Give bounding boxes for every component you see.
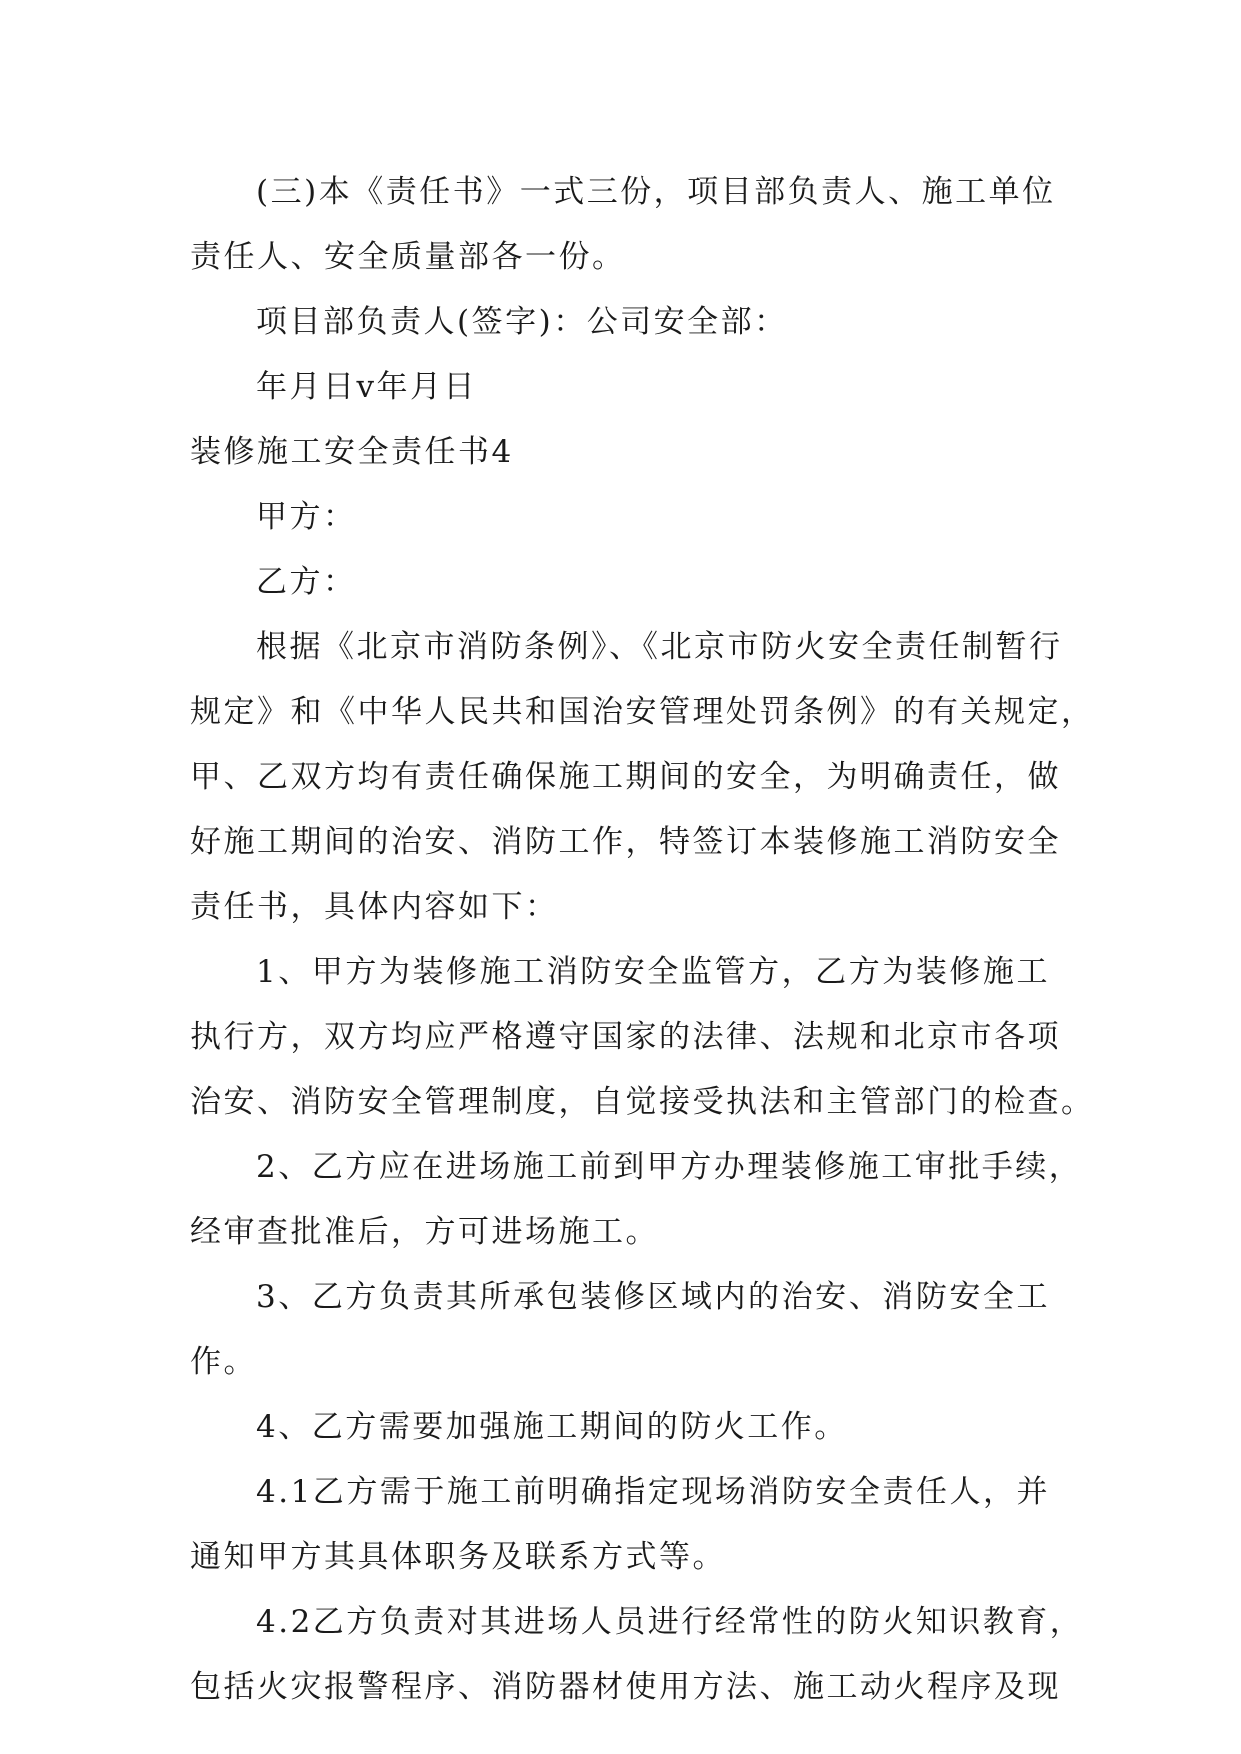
paragraph-line: 4.2乙方负责对其进场人员进行经常性的防火知识教育，: [256, 1604, 1084, 1640]
paragraph-line: 好施工期间的治安、消防工作，特签订本装修施工消防安全: [190, 824, 1061, 860]
paragraph-line: 责任人、安全质量部各一份。: [190, 239, 626, 275]
paragraph-line: 作。: [190, 1344, 257, 1380]
paragraph-line: 根据《北京市消防条例》、《北京市防火安全责任制暂行: [256, 629, 1063, 665]
paragraph-line: 规定》和《中华人民共和国治安管理处罚条例》的有关规定，: [190, 694, 1095, 730]
paragraph-line: 甲、乙双方均有责任确保施工期间的安全，为明确责任，做: [190, 759, 1061, 795]
paragraph-line: 经审查批准后，方可进场施工。: [190, 1214, 659, 1250]
date-line: 年月日v年月日: [256, 369, 478, 405]
paragraph-line: (三)本《责任书》一式三份，项目部负责人、施工单位: [256, 174, 1056, 210]
section-title: 装修施工安全责任书4: [190, 434, 514, 470]
paragraph-line: 4.1乙方需于施工前明确指定现场消防安全责任人，并: [256, 1474, 1050, 1510]
document-body: [190, 160, 1095, 1720]
signature-line: 项目部负责人(签字)：公司安全部：: [256, 304, 788, 340]
party-b-line: 乙方：: [256, 564, 357, 600]
paragraph-line: 通知甲方其具体职务及联系方式等。: [190, 1539, 726, 1575]
paragraph-line: 1、甲方为装修施工消防安全监管方，乙方为装修施工: [256, 954, 1050, 990]
paragraph-line: 4、乙方需要加强施工期间的防火工作。: [256, 1409, 848, 1445]
paragraph-line: 责任书，具体内容如下：: [190, 889, 559, 925]
paragraph-line: 包括火灾报警程序、消防器材使用方法、施工动火程序及现: [190, 1669, 1061, 1705]
paragraph-line: 2、乙方应在进场施工前到甲方办理装修施工审批手续，: [256, 1149, 1083, 1185]
paragraph-line: 执行方，双方均应严格遵守国家的法律、法规和北京市各项: [190, 1019, 1061, 1055]
paragraph-line: 治安、消防安全管理制度，自觉接受执法和主管部门的检查。: [190, 1084, 1095, 1120]
party-a-line: 甲方：: [256, 499, 357, 535]
paragraph-line: 3、乙方负责其所承包装修区域内的治安、消防安全工: [256, 1279, 1050, 1315]
